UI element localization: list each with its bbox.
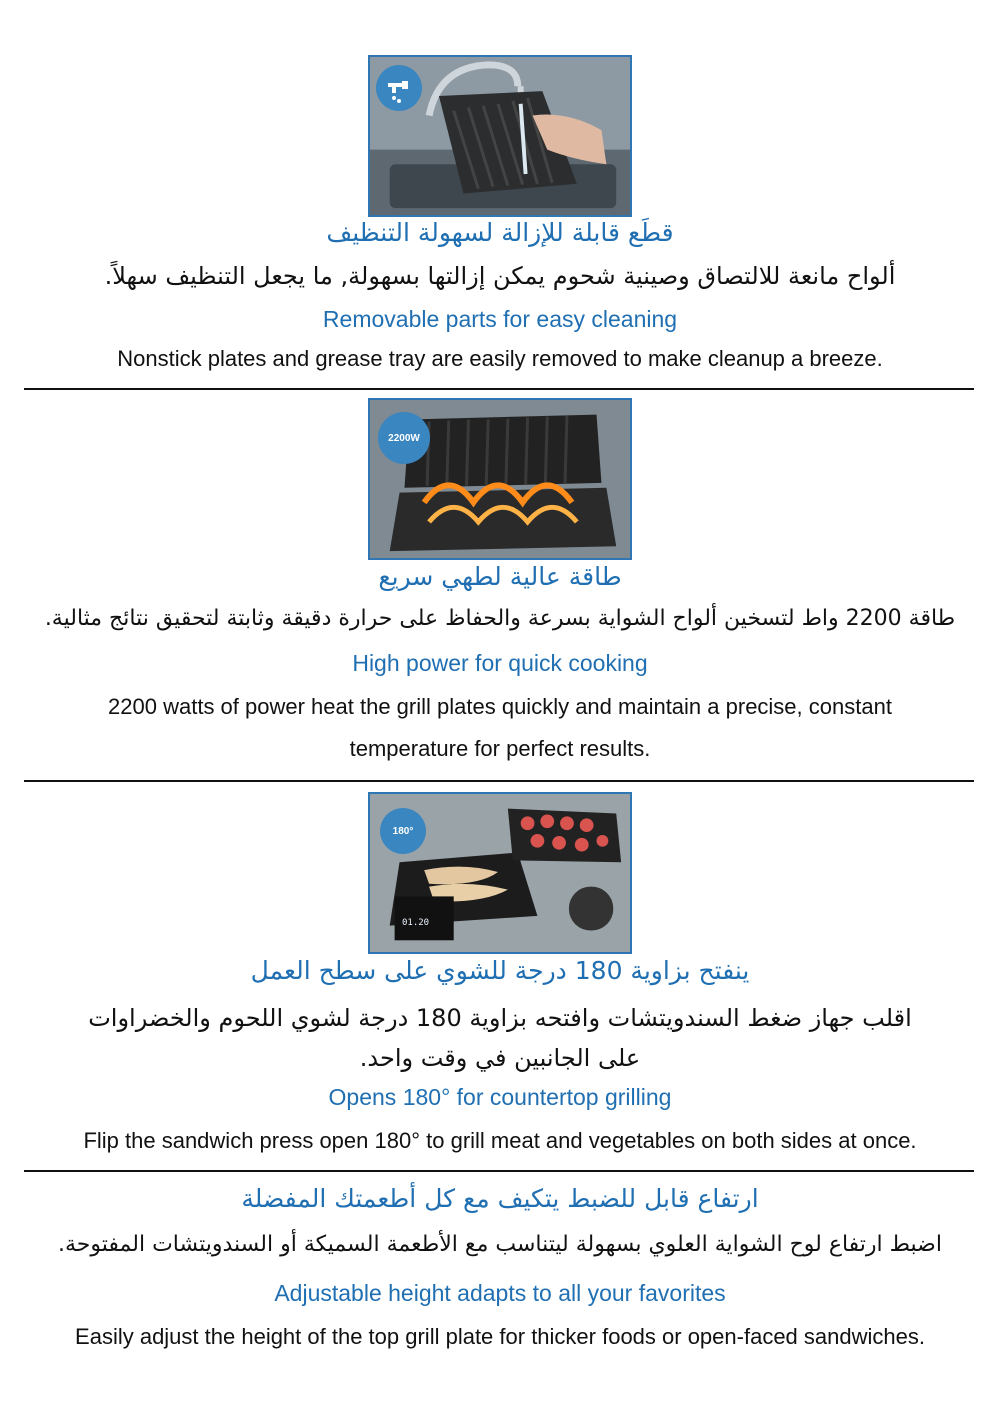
section-2-en-body-line-1: 2200 watts of power heat the grill plates quickly and maintain a precise, constant — [108, 694, 892, 719]
section-1-en-body: Nonstick plates and grease tray are easily removed to make cleanup a breeze. — [117, 346, 883, 371]
section-2-ar-body: طاقة 2200 واط لتسخين ألواح الشواية بسرعة والحفاظ على حرارة دقيقة وثابتة لتحقيق نتائج مثالية. — [44, 606, 956, 631]
section-4-ar-title: ارتفاع قابل للضبط يتكيف مع كل أطعمتك المفضلة — [241, 1184, 759, 1213]
section-1-ar-body: ألواح مانعة للالتصاق وصينية شحوم يمكن إزالتها بسهولة, ما يجعل التنظيف سهلاً. — [104, 262, 896, 290]
angle-badge: 180° — [380, 808, 426, 854]
section-3-ar-body-line-1: اقلب جهاز ضغط السندويتشات وافتحه بزاوية 180 درجة لشوي اللحوم والخضراوات — [88, 1004, 912, 1032]
section-3-ar-body-line-2: على الجانبين في وقت واحد. — [359, 1044, 641, 1072]
grilling-photo — [368, 792, 632, 954]
section-3-en-body: Flip the sandwich press open 180° to grill meat and vegetables on both sides at once. — [83, 1128, 917, 1153]
divider — [24, 1170, 974, 1172]
section-2-ar-title: طاقة عالية لطهي سريع — [378, 562, 622, 591]
grill-display: 01.20 — [402, 918, 430, 928]
section-1-en-title: Removable parts for easy cleaning — [322, 306, 678, 332]
water-tap-icon — [376, 65, 422, 111]
power-badge: 2200W — [378, 412, 430, 464]
section-2-en-title: High power for quick cooking — [352, 650, 648, 676]
section-4-en-title: Adjustable height adapts to all your favorites — [274, 1280, 726, 1306]
divider — [24, 388, 974, 390]
cleaning-photo — [368, 55, 632, 217]
section-4-en-body: Easily adjust the height of the top grill plate for thicker foods or open-faced sandwiches. — [75, 1324, 925, 1349]
section-4-ar-body: اضبط ارتفاع لوح الشواية العلوي بسهولة ليتناسب مع الأطعمة السميكة أو السندويتشات المفتوحة. — [58, 1232, 942, 1257]
section-3-ar-title: ينفتح بزاوية 180 درجة للشوي على سطح العمل — [250, 956, 750, 985]
power-photo — [368, 398, 632, 560]
divider — [24, 780, 974, 782]
section-2-en-body-line-2: temperature for perfect results. — [349, 736, 651, 761]
section-3-en-title: Opens 180° for countertop grilling — [328, 1084, 672, 1110]
section-1-ar-title: قطَع قابلة للإزالة لسهولة التنظيف — [326, 218, 674, 247]
